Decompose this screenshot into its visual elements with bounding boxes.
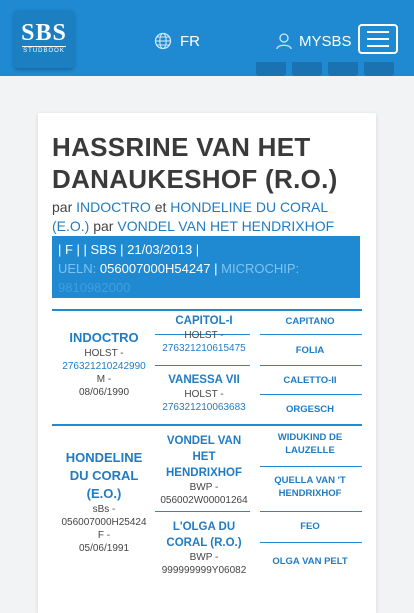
menu-bar <box>367 38 389 40</box>
dam-sire-dam-cell <box>258 474 362 500</box>
ancestor-name[interactable]: OLGA VAN PELT <box>272 556 348 567</box>
ancestor-name[interactable]: HET <box>192 451 216 463</box>
ancestor-name[interactable]: VONDEL VAN <box>166 435 242 447</box>
language-label: FR <box>180 32 200 50</box>
ancestor-name[interactable]: FEO <box>300 521 320 532</box>
ancestor-name[interactable]: HENDRIXHOF <box>278 488 342 499</box>
studbook: HOLST - <box>84 348 124 359</box>
ancestor-name[interactable]: VANESSA VII <box>168 374 240 386</box>
sire-dam-cell <box>156 372 252 414</box>
sire-link[interactable]: INDOCTRO <box>76 199 151 215</box>
dam-dam-cell <box>156 519 252 577</box>
horse-card <box>38 113 376 613</box>
ueln-link[interactable]: 276321210615475 <box>162 343 246 354</box>
ueln-label: UELN: <box>58 261 97 276</box>
header-tab[interactable] <box>256 62 286 76</box>
parentage-text: par <box>93 218 114 234</box>
language-switcher[interactable] <box>154 32 200 50</box>
divider <box>260 365 362 366</box>
studbook: HOLST - <box>184 389 224 400</box>
ueln-value: 056007000H25424 <box>61 517 147 528</box>
separator: | <box>214 261 218 276</box>
dam-cell <box>52 449 156 555</box>
dam-sire-sire-cell <box>258 431 362 457</box>
divider <box>155 511 250 512</box>
parentage-text: par <box>52 199 73 215</box>
studbook: BWP - <box>189 552 219 563</box>
registration-info <box>52 236 360 298</box>
damsire-link[interactable]: VONDEL VAN HET HENDRIXHOF <box>117 218 335 234</box>
sex: F - <box>97 530 111 541</box>
user-icon <box>275 32 293 50</box>
identifiers-line <box>58 259 354 278</box>
dam-name[interactable]: (E.O.) <box>86 486 122 501</box>
dam-sire-cell <box>156 433 252 507</box>
menu-bar <box>367 45 389 47</box>
ancestor-name[interactable]: CAPITANO <box>285 316 335 327</box>
account-label: MYSBS <box>299 32 352 50</box>
dam-name[interactable]: DU CORAL <box>69 468 139 483</box>
menu-bar <box>367 31 389 33</box>
ancestor-name[interactable]: LAUZELLE <box>285 445 335 456</box>
hamburger-menu-button[interactable] <box>358 24 398 54</box>
ueln-value: 056002W00001264 <box>160 495 248 506</box>
top-bar <box>0 0 414 76</box>
parentage-line <box>52 198 364 236</box>
divider <box>260 334 362 335</box>
divider <box>155 365 250 366</box>
birth-date: 08/06/1990 <box>78 387 130 398</box>
registration-summary: | F | | SBS | 21/03/2013 | <box>58 242 200 257</box>
parentage-text: et <box>154 199 167 215</box>
divider <box>260 394 362 395</box>
microchip-label: MICROCHIP: <box>221 261 300 276</box>
ancestor-name[interactable]: CALETTO-II <box>283 375 337 386</box>
sbs-logo[interactable] <box>14 10 74 68</box>
sire-name[interactable]: INDOCTRO <box>69 330 139 345</box>
ancestor-name[interactable]: ORGESCH <box>285 404 335 415</box>
ancestor-name[interactable]: CAPITOL-I <box>175 315 233 327</box>
ancestor-name[interactable]: HENDRIXHOF <box>165 467 243 479</box>
logo-text: SBS <box>21 20 67 46</box>
pedigree-table <box>52 309 362 609</box>
divider <box>260 511 362 512</box>
studbook: BWP - <box>189 482 219 493</box>
ueln-link[interactable]: 276321210242990 <box>62 361 146 372</box>
ancestor-name[interactable]: QUELLA VAN 'T <box>274 475 346 486</box>
sire-sire-cell <box>156 313 252 355</box>
ancestor-name[interactable]: L'OLGA DU <box>172 521 236 533</box>
header-tab[interactable] <box>364 62 394 76</box>
ueln-value: 056007000H54247 <box>99 261 211 276</box>
divider <box>52 309 362 311</box>
studbook: sBs - <box>92 504 116 515</box>
microchip-value: 9810982000 <box>58 280 131 295</box>
studbook: HOLST - <box>184 330 224 341</box>
header-tab[interactable] <box>328 62 358 76</box>
header-tabs <box>256 62 394 76</box>
globe-icon <box>154 32 172 50</box>
sex: M - <box>96 374 112 385</box>
divider <box>260 466 362 467</box>
birth-date: 05/06/1991 <box>78 543 130 554</box>
logo-subtext: STUDBOOK <box>23 48 65 54</box>
horse-name: HASSRINE VAN HET DANAUKESHOF (R.O.) <box>52 132 338 194</box>
ancestor-name[interactable]: FOLIA <box>295 345 325 356</box>
sire-cell <box>52 329 156 399</box>
ancestor-name[interactable]: CORAL (R.O.) <box>166 537 242 549</box>
divider <box>260 542 362 543</box>
dam-name[interactable]: HONDELINE <box>65 450 143 465</box>
dam-link[interactable]: HONDELINE DU CORAL (E.O.) <box>52 199 328 234</box>
header-tab[interactable] <box>292 62 322 76</box>
ueln-link[interactable]: 276321210063683 <box>162 402 246 413</box>
ueln-value: 999999999Y06082 <box>161 565 247 576</box>
divider <box>52 424 362 426</box>
account-link[interactable] <box>275 32 352 50</box>
ancestor-name[interactable]: WIDUKIND DE <box>277 432 343 443</box>
